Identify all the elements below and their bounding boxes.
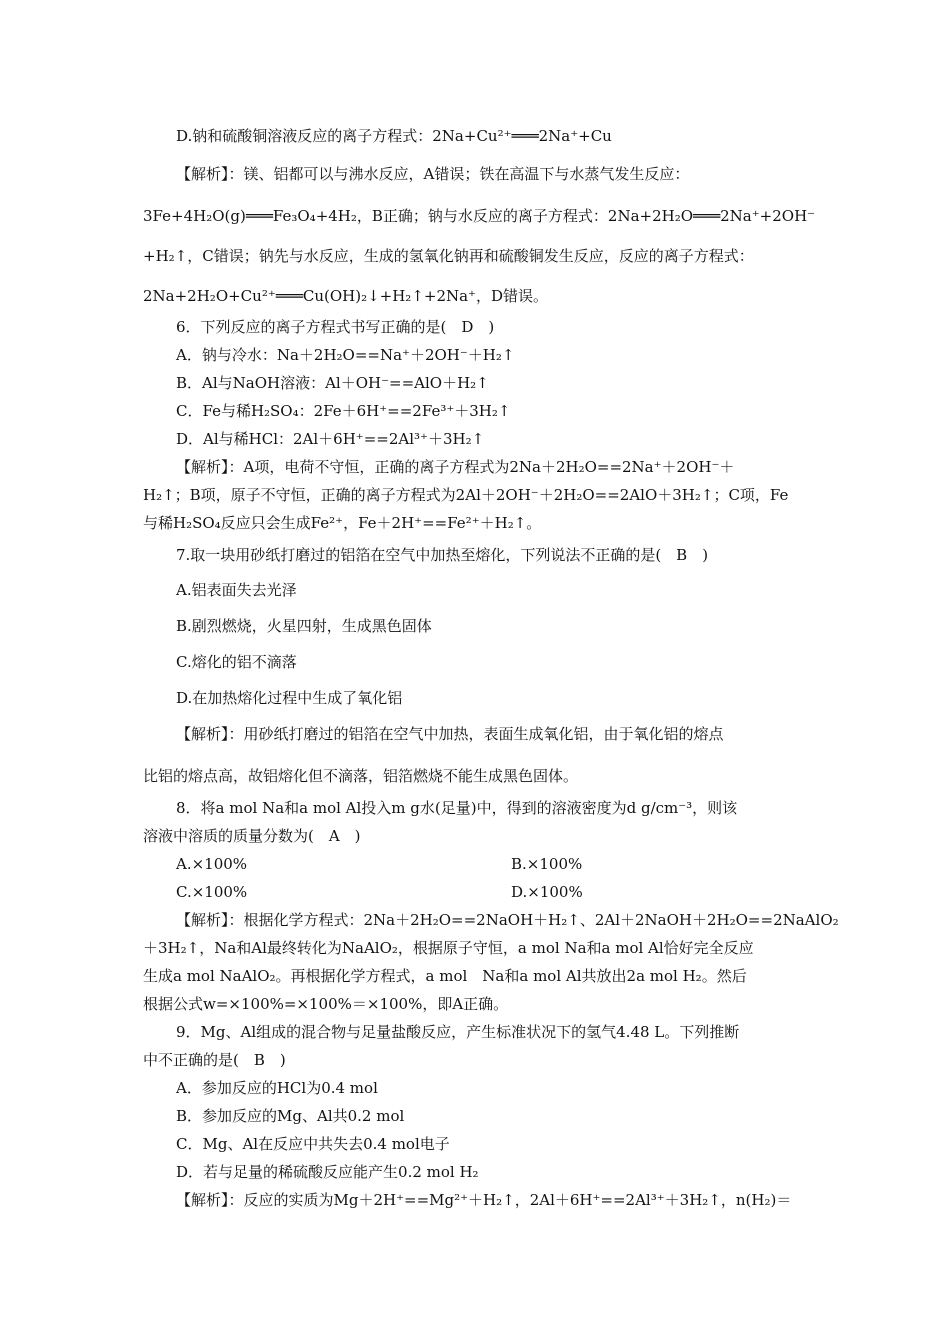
q9-stem-line-1: 9．Mg、Al组成的混合物与足量盐酸反应，产生标准状况下的氢气4.48 L。下列推断 [176, 1023, 740, 1041]
q5-explanation-line-3: +H₂↑，C错误；钠先与水反应，生成的氢氧化钠再和硫酸铜发生反应，反应的离子方程式： [143, 247, 754, 265]
q9-explanation-line-1: 【解析】：反应的实质为Mg＋2H⁺==Mg²⁺＋H₂↑，2Al＋6H⁺==2Al³⁺＋3H₂↑，n(H₂)＝ [176, 1191, 792, 1209]
q7-option-b: B.剧烈燃烧，火星四射，生成黑色固体 [176, 617, 432, 635]
q7-explanation-line-2: 比铝的熔点高，故铝熔化但不滴落，铝箔燃烧不能生成黑色固体。 [143, 767, 579, 785]
q5-option-d: D.钠和硫酸铜溶液反应的离子方程式：2Na+Cu²⁺═══2Na⁺+Cu [176, 127, 612, 145]
q7-option-c: C.熔化的铝不滴落 [176, 653, 297, 671]
q9-option-d: D．若与足量的稀硫酸反应能产生0.2 mol H₂ [176, 1163, 479, 1181]
q8-option-d: D.×100% [511, 883, 583, 901]
q5-explanation-line-1: 【解析】：镁、铝都可以与沸水反应，A错误；铁在高温下与水蒸气发生反应： [176, 165, 690, 183]
q6-option-b: B．Al与NaOH溶液：Al＋OH⁻==AlO＋H₂↑ [176, 374, 489, 392]
q6-explanation-line-1: 【解析】：A项，电荷不守恒，正确的离子方程式为2Na＋2H₂O==2Na⁺＋2OH⁻＋ [176, 458, 735, 476]
q8-explanation-line-2: ＋3H₂↑，Na和Al最终转化为NaAlO₂，根据原子守恒，a mol Na和a mol Al恰好完全反应 [143, 939, 754, 957]
q7-explanation-line-1: 【解析】：用砂纸打磨过的铝箔在空气中加热，表面生成氧化铝，由于氧化铝的熔点 [176, 725, 724, 743]
q8-explanation-line-3: 生成a mol NaAlO₂。再根据化学方程式，a mol Na和a mol Al共放出2a mol H₂。然后 [143, 967, 747, 985]
q6-explanation-line-3: 与稀H₂SO₄反应只会生成Fe²⁺，Fe＋2H⁺==Fe²⁺＋H₂↑。 [143, 514, 542, 532]
q9-option-c: C．Mg、Al在反应中共失去0.4 mol电子 [176, 1135, 450, 1153]
q8-option-b: B.×100% [511, 855, 583, 873]
q6-option-a: A．钠与冷水：Na＋2H₂O==Na⁺＋2OH⁻＋H₂↑ [176, 346, 515, 364]
q7-option-a: A.铝表面失去光泽 [176, 581, 297, 599]
q8-stem-line-1: 8．将a mol Na和a mol Al投入m g水(足量)中，得到的溶液密度为d g/cm⁻³，则该 [176, 799, 738, 817]
q8-explanation-line-4: 根据公式w=×100%=×100%＝×100%，即A正确。 [143, 995, 509, 1013]
q7-option-d: D.在加热熔化过程中生成了氧化铝 [176, 689, 403, 707]
q6-option-c: C．Fe与稀H₂SO₄：2Fe＋6H⁺==2Fe³⁺＋3H₂↑ [176, 402, 511, 420]
q6-option-d: D．Al与稀HCl：2Al＋6H⁺==2Al³⁺＋3H₂↑ [176, 430, 485, 448]
q5-explanation-line-2: 3Fe+4H₂O(g)═══Fe₃O₄+4H₂，B正确；钠与水反应的离子方程式：2Na+2H₂O═══2Na⁺+2OH⁻ [143, 207, 816, 225]
q6-stem: 6．下列反应的离子方程式书写正确的是( D ) [176, 318, 495, 336]
q6-explanation-line-2: H₂↑；B项，原子不守恒，正确的离子方程式为2Al＋2OH⁻＋2H₂O==2AlO＋3H₂↑；C项，Fe [143, 486, 789, 504]
q8-stem-line-2: 溶液中溶质的质量分数为( A ) [143, 827, 361, 845]
q8-explanation-line-1: 【解析】：根据化学方程式：2Na＋2H₂O==2NaOH＋H₂↑、2Al＋2NaOH＋2H₂O==2NaAlO₂ [176, 911, 839, 929]
q5-explanation-line-4: 2Na+2H₂O+Cu²⁺═══Cu(OH)₂↓+H₂↑+2Na⁺，D错误。 [143, 287, 549, 305]
q9-option-b: B．参加反应的Mg、Al共0.2 mol [176, 1107, 405, 1125]
q7-stem: 7.取一块用砂纸打磨过的铝箔在空气中加热至熔化，下列说法不正确的是( B ) [176, 546, 709, 564]
q8-option-c: C.×100% [176, 883, 248, 901]
q9-stem-line-2: 中不正确的是( B ) [143, 1051, 286, 1069]
q8-option-a: A.×100% [176, 855, 248, 873]
q9-option-a: A．参加反应的HCl为0.4 mol [176, 1079, 378, 1097]
